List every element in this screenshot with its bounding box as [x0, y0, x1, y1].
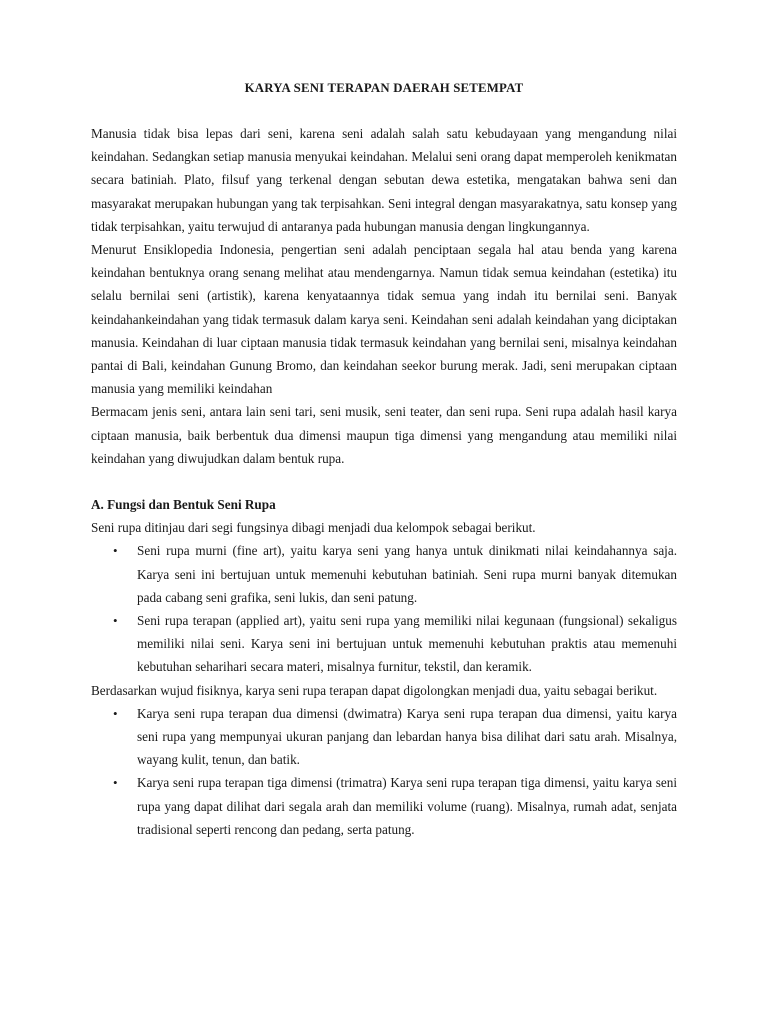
function-list: [91, 539, 677, 678]
paragraph-types: Bermacam jenis seni, antara lain seni tari, seni musik, seni teater, dan seni rupa. Seni rupa adalah hasil karya ciptaan manusia, baik berbentuk dua dimensi maupun tiga dimensi yang mengandung atau memiliki nilai keindahan yang diwujudkan dalam bentuk rupa.: [91, 404, 677, 466]
list-item-text: Karya seni rupa terapan dua dimensi (dwimatra) Karya seni rupa terapan dua dimensi, yaitu karya seni rupa yang mempunyai ukuran panjang dan lebardan hanya bisa dilihat dari satu arah. Misalnya, wayang kulit, tenun, dan batik.: [137, 705, 677, 768]
list-item: [113, 539, 677, 609]
list-item: [113, 771, 677, 841]
bullet-icon: •: [113, 543, 118, 559]
paragraph-definition: Menurut Ensiklopedia Indonesia, pengertian seni adalah penciptaan segala hal atau benda yang karena keindahan bentuknya orang senang melihat atau mendengarnya. Namun tidak semua keindahan (estetika) itu selalu bernilai seni (artistik), karena kenyataannya tidak semua yang indah itu bernilai seni. Banyak keindahankeindahan yang tidak termasuk dalam karya seni. Keindahan seni adalah keindahan yang diciptakan manusia. Keindahan di luar ciptaan manusia tidak termasuk keindahan yang bernilai seni, misalnya keindahan pantai di Bali, keindahan Gunung Bromo, dan keindahan seekor burung merak. Jadi, seni merupakan ciptaan manusia yang memiliki keindahan: [91, 242, 677, 397]
form-intro: Berdasarkan wujud fisiknya, karya seni rupa terapan dapat digolongkan menjadi dua, yaitu sebagai berikut.: [91, 682, 658, 698]
form-list: [91, 702, 677, 841]
list-item-text: Seni rupa terapan (applied art), yaitu seni rupa yang memiliki nilai kegunaan (fungsional) sekaligus memiliki nilai seni. Karya seni ini bertujuan untuk memenuhi kebutuhan praktis atau memenuhi kebutuhan seharihari secara materi, misalnya furnitur, tekstil, dan keramik.: [137, 613, 677, 675]
bullet-icon: •: [113, 705, 118, 721]
document-title: KARYA SENI TERAPAN DAERAH SETEMPAT: [244, 81, 524, 95]
list-item: [113, 609, 677, 679]
bullet-icon: •: [113, 613, 118, 629]
bullet-icon: •: [113, 775, 118, 791]
section-intro: Seni rupa ditinjau dari segi fungsinya dibagi menjadi dua kelompok sebagai berikut.: [91, 520, 536, 536]
list-item-text: Seni rupa murni (fine art), yaitu karya seni yang hanya untuk dinikmati nilai keindahannya saja. Karya seni ini bertujuan untuk memenuhi kebutuhan batiniah. Seni rupa murni banyak ditemukan pada cabang seni grafika, seni lukis, dan seni patung.: [137, 543, 677, 605]
paragraph-intro: Manusia tidak bisa lepas dari seni, karena seni adalah salah satu kebudayaan yang mengandung nilai keindahan. Sedangkan setiap manusia menyukai keindahan. Melalui seni orang dapat memperoleh kenikmatan secara batiniah. Plato, filsuf yang terkenal dengan sebutan dewa estetika, mengatakan bahwa seni dan masyarakat merupakan hubungan yang tak terpisahkan. Seni integral dengan masyarakatnya, satu konsep yang tidak terpisahkan, yaitu terwujud di antaranya pada hubungan manusia dengan lingkungannya.: [91, 126, 677, 234]
section-heading: A. Fungsi dan Bentuk Seni Rupa: [91, 497, 276, 513]
list-item: [113, 702, 677, 772]
list-item-text: Karya seni rupa terapan tiga dimensi (trimatra) Karya seni rupa terapan tiga dimensi, yaitu karya seni rupa yang dapat dilihat dari segala arah dan memiliki volume (ruang). Misalnya, rumah adat, senjata tradisional seperti rencong dan pedang, serta patung.: [137, 775, 677, 837]
